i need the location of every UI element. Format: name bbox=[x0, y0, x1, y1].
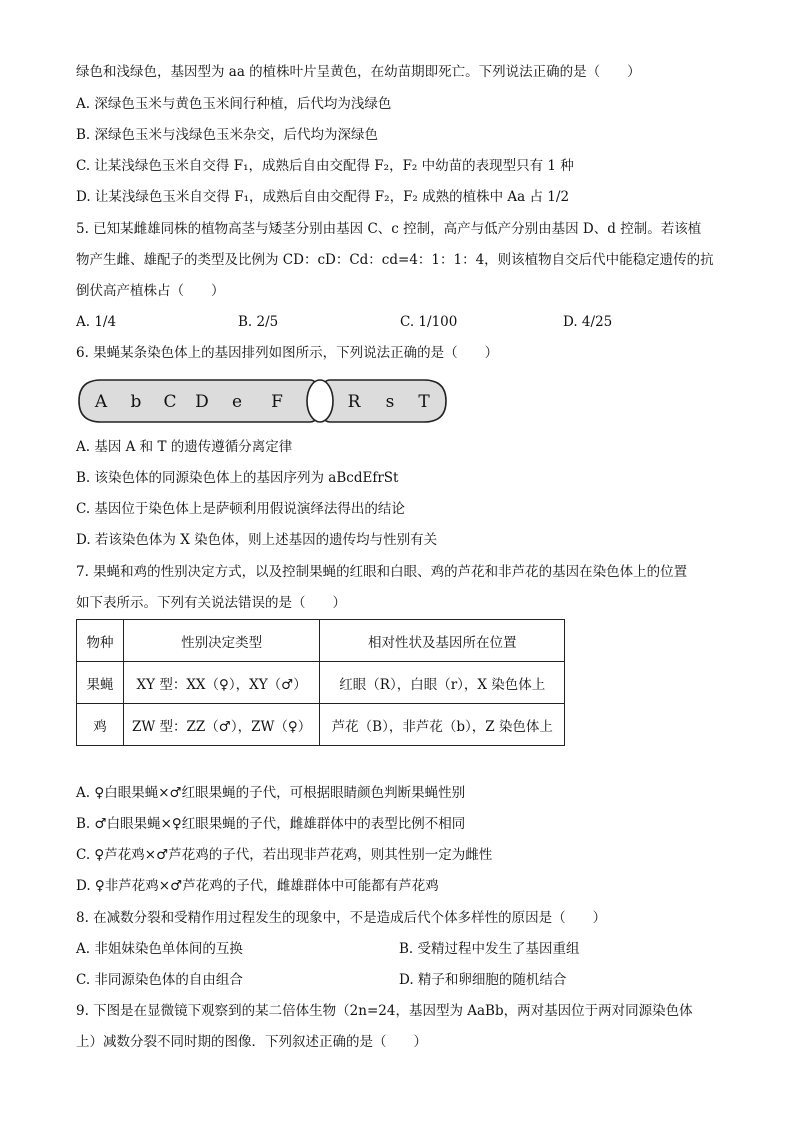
q7-option-a: A. ♀白眼果蝇×♂红眼果蝇的子代，可根据眼睛颜色判断果蝇性别 bbox=[76, 785, 466, 801]
q7-option-b: B. ♂白眼果蝇×♀红眼果蝇的子代，雌雄群体中的表型比例不相同 bbox=[76, 816, 466, 832]
q5-option-d: D. 4/25 bbox=[563, 314, 613, 330]
table-header-cell: 相对性状及基因所在位置 bbox=[320, 620, 565, 662]
q8-stem: 8. 在减数分裂和受精作用过程发生的现象中，不是造成后代个体多样性的原因是（ ） bbox=[76, 910, 607, 926]
q7-stem-line-1: 7. 果蝇和鸡的性别决定方式，以及控制果蝇的红眼和白眼、鸡的芦花和非芦花的基因在染色体上的位置 bbox=[76, 564, 688, 580]
q6-stem: 6. 果蝇某条染色体上的基因排列如图所示，下列说法正确的是（ ） bbox=[76, 345, 499, 361]
table-header-row bbox=[77, 620, 565, 662]
gene-label: e bbox=[231, 392, 243, 412]
q8-option-a: A. 非姐妹染色单体间的互换 bbox=[76, 941, 243, 957]
table-cell: 红眼（R），白眼（r），X 染色体上 bbox=[320, 662, 565, 704]
table-cell: 鸡 bbox=[77, 704, 124, 746]
table-row bbox=[77, 704, 565, 746]
q6-option-d: D. 若该染色体为 X 染色体，则上述基因的遗传均与性别有关 bbox=[76, 532, 438, 548]
gene-label: b bbox=[130, 392, 142, 412]
gene-label: R bbox=[347, 392, 361, 412]
q4-option-a: A. 深绿色玉米与黄色玉米间行种植，后代均为浅绿色 bbox=[76, 96, 392, 112]
q6-option-c: C. 基因位于染色体上是萨顿利用假说演绎法得出的结论 bbox=[76, 501, 405, 517]
q7-option-c: C. ♀芦花鸡×♂芦花鸡的子代，若出现非芦花鸡，则其性别一定为雌性 bbox=[76, 847, 493, 863]
table-cell: XY 型：XX（♀），XY（♂） bbox=[124, 662, 320, 704]
q5-stem-line-3: 倒伏高产植株占（ ） bbox=[76, 283, 225, 299]
q5-stem-line-1: 5. 已知某雌雄同株的植物高茎与矮茎分别由基因 C、c 控制，高产与低产分别由基因 D、d 控制。若该植 bbox=[76, 221, 702, 237]
q5-option-c: C. 1/100 bbox=[400, 314, 458, 330]
q4-option-d: D. 让某浅绿色玉米自交得 F₁，成熟后自由交配得 F₂，F₂ 成熟的植株中 Aa 占 1/2 bbox=[76, 189, 570, 205]
q8-option-d: D. 精子和卵细胞的随机结合 bbox=[399, 972, 567, 988]
chromosome-diagram bbox=[78, 378, 448, 424]
q6-option-a: A. 基因 A 和 T 的遗传遵循分离定律 bbox=[76, 439, 293, 455]
q5-option-a: A. 1/4 bbox=[76, 314, 117, 330]
q9-stem-line-1: 9. 下图是在显微镜下观察到的某二倍体生物（2n=24，基因型为 AaBb，两对基因位于两对同源染色体 bbox=[76, 1003, 693, 1019]
q4-stem: 绿色和浅绿色，基因型为 aa 的植株叶片呈黄色，在幼苗期即死亡。下列说法正确的是（ ） bbox=[76, 64, 641, 80]
q5-stem-line-2: 物产生雌、雄配子的类型及比例为 CD：cD：Cd：cd=4：1：1：4，则该植物自交后代中能稳定遗传的抗 bbox=[76, 252, 714, 268]
q5-option-b: B. 2/5 bbox=[238, 314, 279, 330]
q4-option-c: C. 让某浅绿色玉米自交得 F₁，成熟后自由交配得 F₂，F₂ 中幼苗的表现型只有 1 种 bbox=[76, 158, 574, 174]
table-row bbox=[77, 662, 565, 704]
gene-label: F bbox=[271, 392, 283, 412]
table-cell: 芦花（B），非芦花（b），Z 染色体上 bbox=[320, 704, 565, 746]
centromere bbox=[307, 380, 333, 422]
table-cell: 果蝇 bbox=[77, 662, 124, 704]
gene-label: A bbox=[94, 392, 108, 412]
q8-option-b: B. 受精过程中发生了基因重组 bbox=[399, 941, 580, 957]
q7-stem-line-2: 如下表所示。下列有关说法错误的是（ ） bbox=[76, 595, 346, 611]
q4-option-b: B. 深绿色玉米与浅绿色玉米杂交，后代均为深绿色 bbox=[76, 127, 379, 143]
gene-label: s bbox=[385, 392, 395, 412]
table-cell: ZW 型：ZZ（♂），ZW（♀） bbox=[124, 704, 320, 746]
q7-table bbox=[76, 619, 565, 746]
q8-option-c: C. 非同源染色体的自由组合 bbox=[76, 972, 243, 988]
q7-option-d: D. ♀非芦花鸡×♂芦花鸡的子代，雌雄群体中可能都有芦花鸡 bbox=[76, 878, 439, 894]
q6-option-b: B. 该染色体的同源染色体上的基因序列为 aBcdEfrSt bbox=[76, 470, 399, 486]
table-header-cell: 性别决定类型 bbox=[124, 620, 320, 662]
table-header-cell: 物种 bbox=[77, 620, 124, 662]
gene-label: D bbox=[195, 392, 209, 412]
gene-label: T bbox=[418, 392, 430, 412]
gene-label: C bbox=[163, 392, 177, 412]
q9-stem-line-2: 上）减数分裂不同时期的图像．下列叙述正确的是（ ） bbox=[76, 1034, 427, 1050]
